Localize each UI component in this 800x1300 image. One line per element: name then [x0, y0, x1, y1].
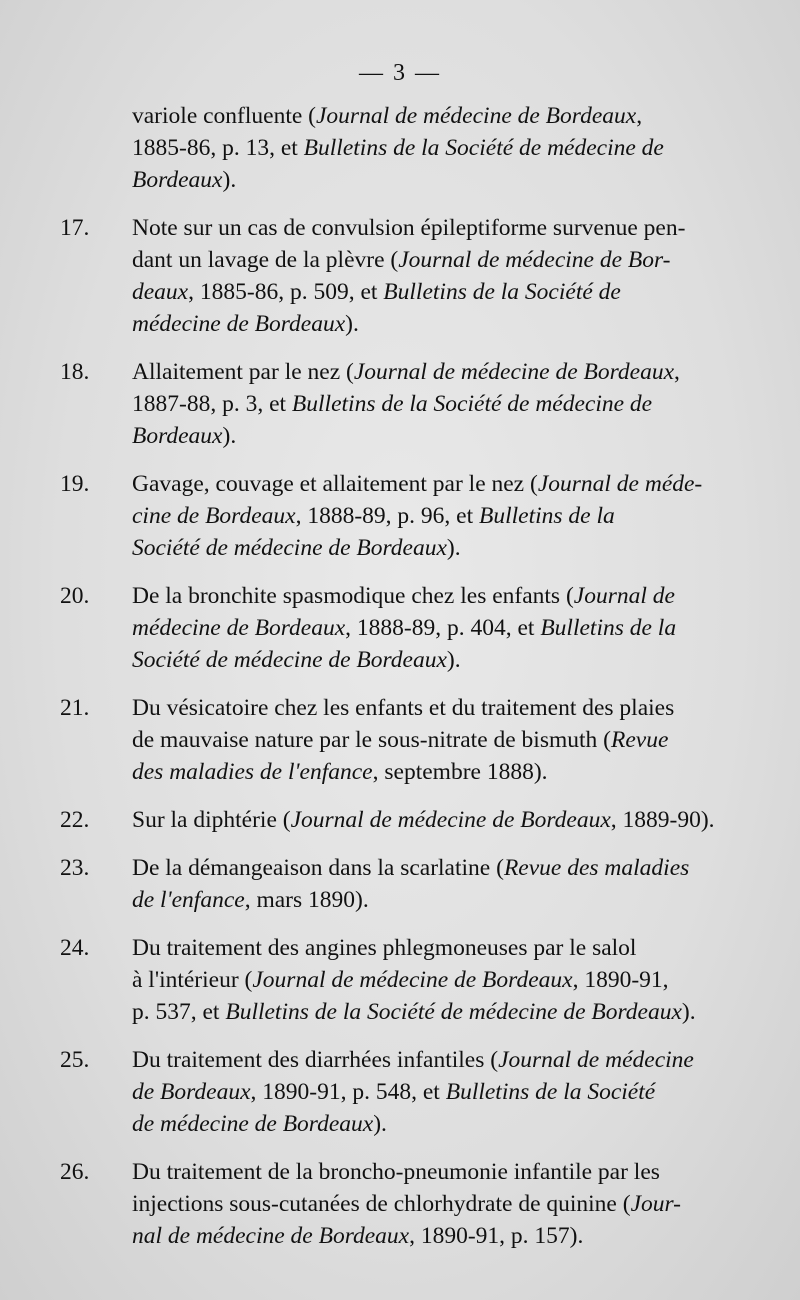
- entry-text-line: Du vésicatoire chez les enfants et du traitement des plaies: [132, 695, 675, 721]
- bibliography-entry: [60, 692, 730, 788]
- entry-number: 22.: [60, 807, 90, 833]
- entry-text-line: des maladies de l'enfance, septembre 1888).: [132, 759, 548, 785]
- entry-text-line: Gavage, couvage et allaitement par le nez (Journal de méde-: [132, 471, 703, 497]
- bibliography-entry: [60, 1044, 730, 1140]
- entry-text-line: cine de Bordeaux, 1888-89, p. 96, et Bulletins de la: [132, 503, 615, 529]
- entry-text-line: de mauvaise nature par le sous-nitrate de bismuth (Revue: [132, 727, 669, 753]
- entry-number: 17.: [60, 215, 90, 241]
- bibliography-entry: [60, 356, 730, 452]
- entry-text-line: de l'enfance, mars 1890).: [132, 887, 369, 913]
- entry-text-line: De la démangeaison dans la scarlatine (Revue des maladies: [132, 855, 690, 881]
- entry-text-line: Du traitement des diarrhées infantiles (Journal de médecine: [132, 1047, 694, 1073]
- entry-text-line: de Bordeaux, 1890-91, p. 548, et Bulletins de la Société: [132, 1079, 656, 1105]
- entry-text-line: médecine de Bordeaux, 1888-89, p. 404, et Bulletins de la: [132, 615, 677, 641]
- entry-text-line: variole confluente (Journal de médecine de Bordeaux,: [132, 103, 643, 129]
- entry-text-line: Société de médecine de Bordeaux).: [132, 535, 461, 561]
- entry-number: 23.: [60, 855, 90, 881]
- entry-text-line: dant un lavage de la plèvre (Journal de médecine de Bor-: [132, 247, 671, 273]
- bibliography-entry: [60, 804, 730, 836]
- bibliography-entry: [60, 852, 730, 916]
- bibliography-entry: [60, 100, 730, 196]
- entry-number: 19.: [60, 471, 90, 497]
- entry-text-line: Du traitement de la broncho-pneumonie infantile par les: [132, 1159, 660, 1185]
- entry-text-line: De la bronchite spasmodique chez les enfants (Journal de: [132, 583, 675, 609]
- entry-number: 20.: [60, 583, 90, 609]
- bibliography-entry: [60, 932, 730, 1028]
- entry-text-line: Bordeaux).: [132, 167, 237, 193]
- entry-number: 18.: [60, 359, 90, 385]
- entry-text-line: de médecine de Bordeaux).: [132, 1111, 387, 1137]
- entry-text-line: injections sous-cutanées de chlorhydrate de quinine (Jour-: [132, 1191, 681, 1217]
- entry-number: 26.: [60, 1159, 90, 1185]
- bibliography-entry: [60, 468, 730, 564]
- entry-text-line: nal de médecine de Bordeaux, 1890-91, p. 157).: [132, 1223, 584, 1249]
- entry-number: 25.: [60, 1047, 90, 1073]
- entry-text-line: à l'intérieur (Journal de médecine de Bordeaux, 1890-91,: [132, 967, 669, 993]
- entry-text-line: Allaitement par le nez (Journal de médecine de Bordeaux,: [132, 359, 680, 385]
- entry-number: 21.: [60, 695, 90, 721]
- entry-text-line: Société de médecine de Bordeaux).: [132, 647, 461, 673]
- bibliography-entry: [60, 212, 730, 340]
- page-number: — 3 —: [359, 60, 441, 86]
- entry-number: 24.: [60, 935, 90, 961]
- bibliography-entry: [60, 1156, 730, 1252]
- entry-text-line: p. 537, et Bulletins de la Société de médecine de Bordeaux).: [132, 999, 696, 1025]
- entry-text-line: Du traitement des angines phlegmoneuses par le salol: [132, 935, 637, 961]
- entry-text-line: Note sur un cas de convulsion épileptiforme survenue pen-: [132, 215, 686, 241]
- entry-text-line: médecine de Bordeaux).: [132, 311, 359, 337]
- entry-text-line: Sur la diphtérie (Journal de médecine de Bordeaux, 1889-90).: [132, 807, 715, 833]
- bibliography-entry: [60, 580, 730, 676]
- entry-text-line: Bordeaux).: [132, 423, 237, 449]
- entry-text-line: 1887-88, p. 3, et Bulletins de la Société de médecine de: [132, 391, 653, 417]
- entry-text-line: 1885-86, p. 13, et Bulletins de la Société de médecine de: [132, 135, 664, 161]
- entry-text-line: deaux, 1885-86, p. 509, et Bulletins de la Société de: [132, 279, 621, 305]
- bibliography-list: [60, 100, 730, 1268]
